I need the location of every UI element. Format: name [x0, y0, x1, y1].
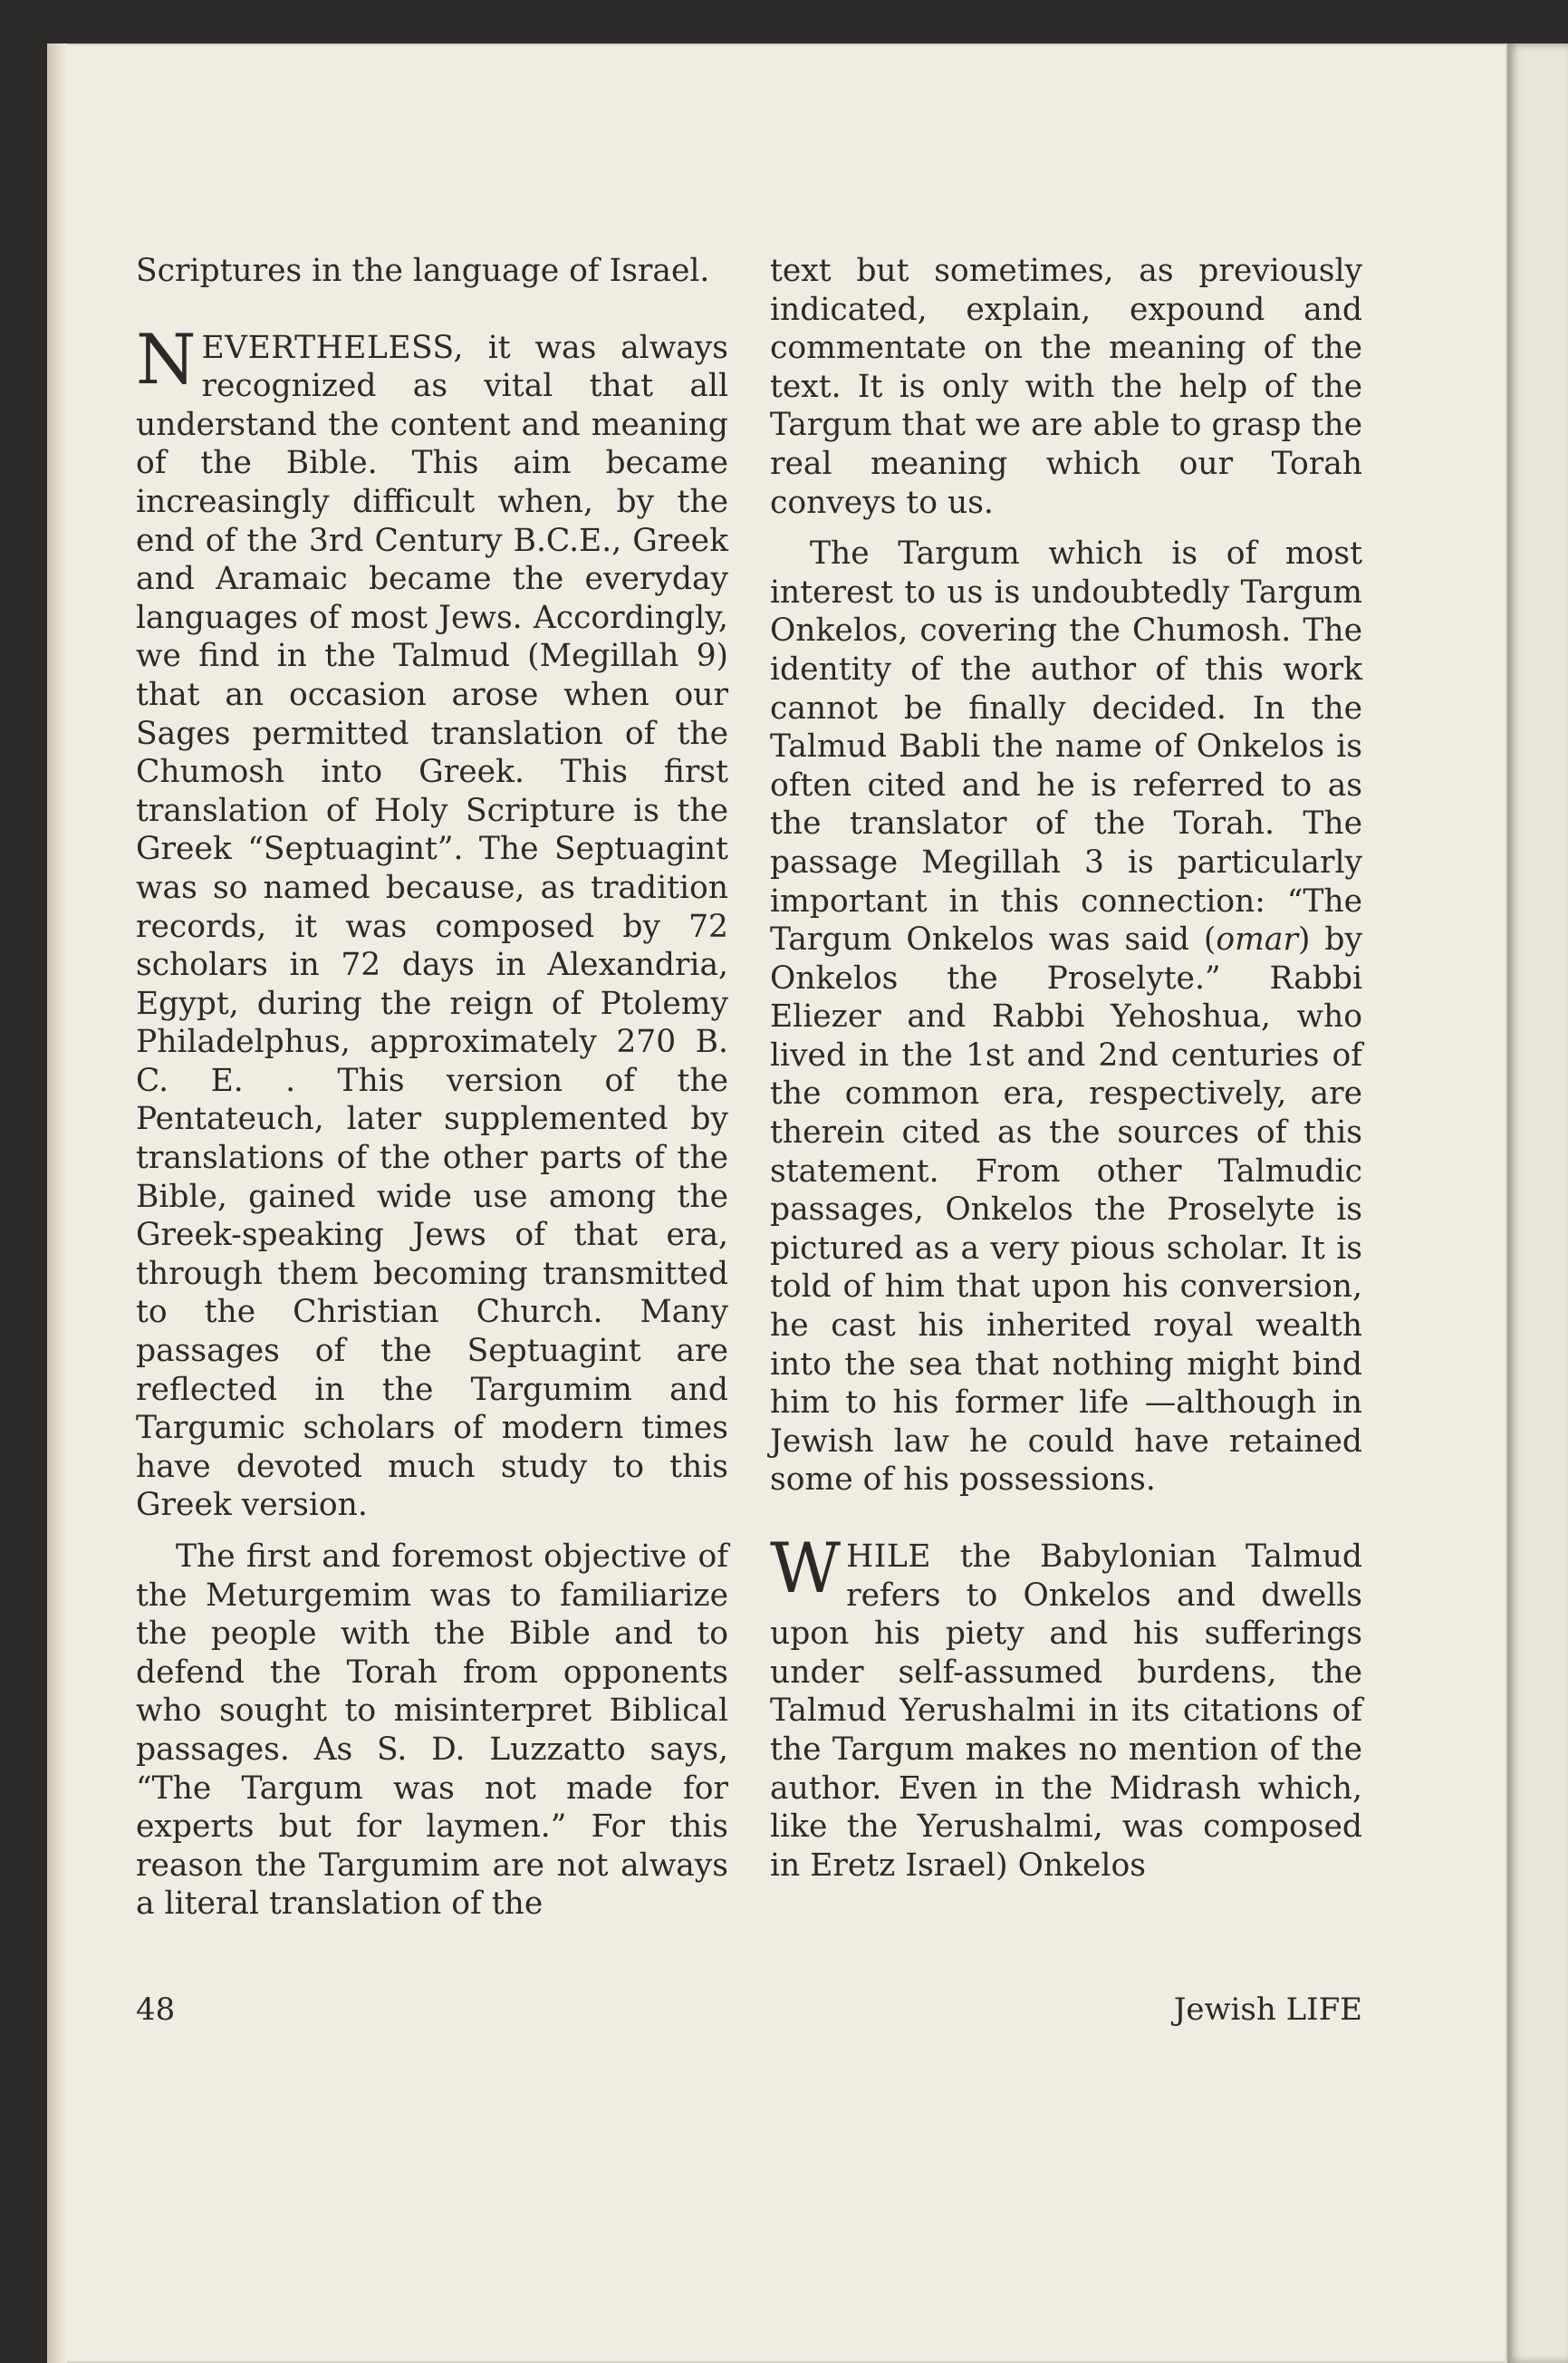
italic-term: omar [1216, 921, 1298, 959]
drop-cap-n: N [136, 318, 197, 400]
next-page-edge [1507, 43, 1568, 2363]
left-paragraph-2-body: it was always recognized as vital that all understand the content and meaning of the Bible. This aim became increasingly difficult when, by the end of the 3rd Century B.C.E., Greek and Aramaic became the everyday languages of most Jews. Accordingly, we find in the Talmud (Megillah 9) that an occasion arose when our Sages permitted translation of the Chumosh into Greek. This first translation of Holy Scripture is the Greek “Septuagint”. The Septuagint was so named because, as tradition records, it was composed by 72 scholars in 72 days in Alexandria, Egypt, during the reign of Ptolemy Philadelphus, approximately 270 B. C. E. . This version of the Pentateuch, later supplemented by translations of the other parts of the Bible, gained wide use among the Greek-speaking Jews of that era, through them becoming transmitted to the Christian Church. Many passages of the Septuagint are reflected in the Targumim and Targumic scholars of modern times have devoted much study to this Greek version. [136, 329, 728, 1524]
spine-shadow [47, 43, 67, 2363]
left-paragraph-1: Scriptures in the language of Israel. [136, 253, 710, 289]
right-paragraph-3-body: the Babylonian Talmud refers to Onkelos and dwells upon his piety and his sufferings under self-assumed burdens, the Talmud Yerushalmi in its citations of the Targum makes no mention of the author. Even in the Midrash which, like the Yerushalmi, was composed in Eretz Israel) Onkelos [770, 1538, 1362, 1884]
left-paragraph-2 [136, 318, 728, 1525]
drop-cap-w: W [770, 1528, 842, 1608]
left-paragraph-3: The first and foremost objective of the Meturgemim was to familiarize the people with the Bible and to defend the Torah from opponents who sought to misinterpret Biblical passages. As S. D. Luzzatto says, “The Targum was not made for experts but for laymen.” For this reason the Targumim are not always a literal translation of the [136, 1538, 728, 1923]
right-paragraph-2-part-b: ) by Onkelos the Proselyte.” Rabbi Eliezer and Rabbi Yehoshua, who lived in the 1st and 2nd centuries of the common era, respectively, are therein cited as the sources of this statement. From other Talmudic passages, Onkelos the Proselyte is pictured as a very pious scholar. It is told of him that upon his conversion, he cast his inherited royal wealth into the sea that nothing might bind him to his former life —although in Jewish law he could have retained some of his possessions. [770, 921, 1362, 1499]
right-paragraph-3 [770, 1528, 1362, 1885]
left-column [136, 252, 728, 1924]
publication-name: Jewish LIFE [1173, 1992, 1362, 2028]
right-paragraph-2-part-a: The Targum which is of most interest to us is undoubtedly Targum Onkelos, covering the Chumosh. The identity of the author of this work cannot be finally decided. In the Talmud Babli the name of Onkelos is often cited and he is referred to as the translator of the Torah. The passage Megillah 3 is particularly important in this connection: “The Targum Onkelos was said ( [770, 535, 1362, 959]
lead-in-text: EVERTHELESS, [201, 329, 464, 366]
right-paragraph-1: text but sometimes, as previously indicated, explain, expound and commentate on the meaning of the text. It is only with the help of the Targum that we are able to grasp the real meaning which our Torah conveys to us. [770, 253, 1362, 521]
right-column [770, 252, 1362, 1885]
page-number: 48 [136, 1992, 176, 2028]
right-paragraph-2 [770, 535, 1362, 1500]
lead-in-text: HILE [846, 1538, 931, 1575]
